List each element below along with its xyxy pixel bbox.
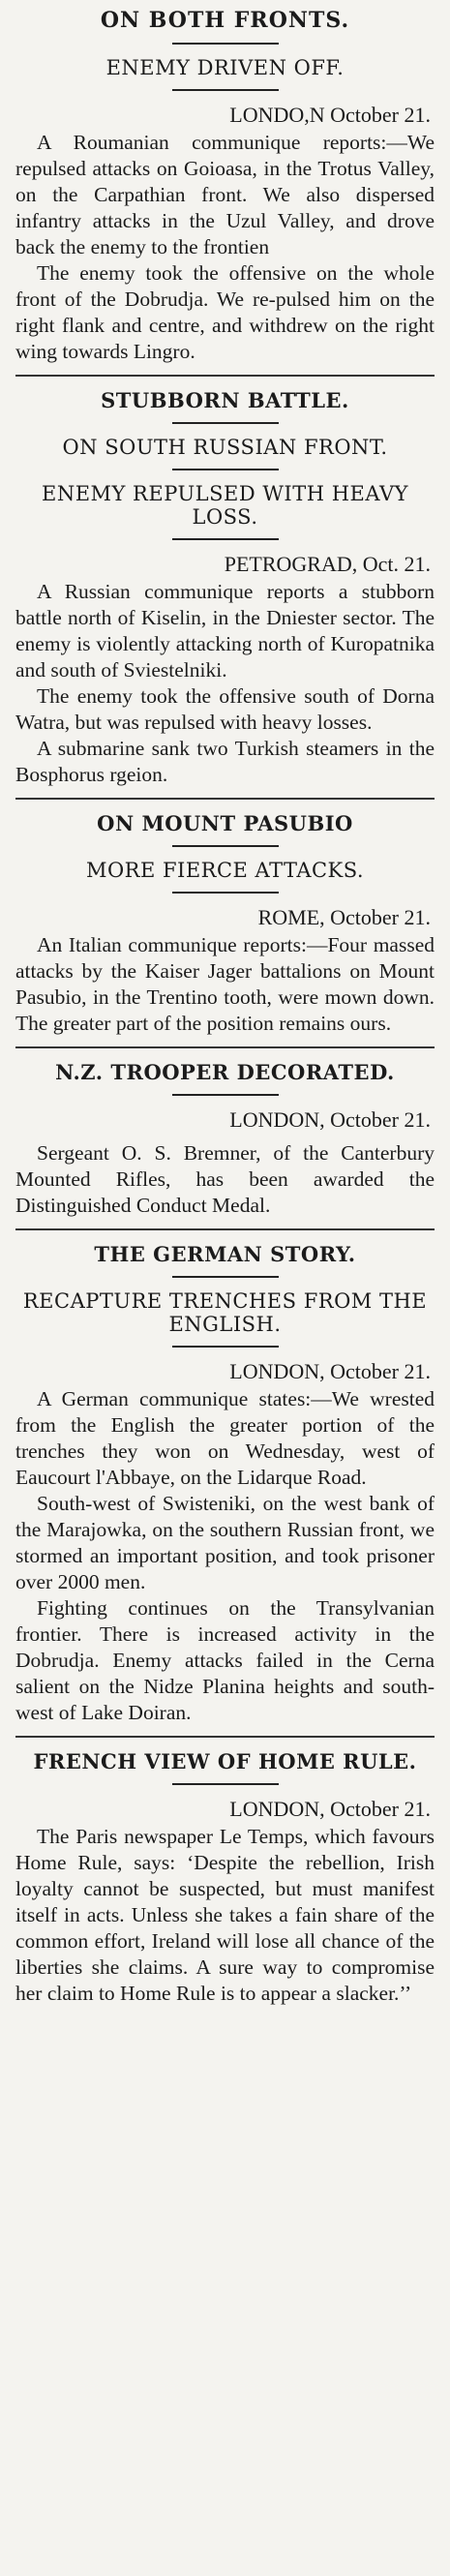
dateline: LONDON, October 21. xyxy=(229,1359,431,1383)
dateline: LONDON, October 21. xyxy=(229,1107,431,1132)
paragraph: The Paris newspaper Le Temps, which favours Home Rule, says: ‘Despite the rebellion, Irish loyalty cannot be suspected, but must manifest itself in acts. Unless she takes a fain share of the common effort, Ireland will lose all chance of the liberties she claims. A sure way to compromise her claim to Home Rule is to appear a slacker.’’ xyxy=(15,1825,435,2005)
headline: ON MOUNT PASUBIO xyxy=(97,811,353,835)
headline: THE GERMAN STORY. xyxy=(94,1242,356,1266)
dateline: LONDON, October 21. xyxy=(229,1797,431,1821)
section-divider xyxy=(15,798,435,800)
subheadline: MORE FIERCE ATTACKS. xyxy=(85,859,365,882)
divider xyxy=(172,422,279,424)
divider xyxy=(172,892,279,894)
headline: N.Z. TROOPER DECORATED. xyxy=(55,1060,395,1084)
article-german-story xyxy=(15,1242,435,1726)
paragraph: Sergeant O. S. Bremner, of the Canterbury Mounted Rifles, has been awarded the Distinguished Conduct Medal. xyxy=(15,1141,435,1217)
dateline: PETROGRAD, Oct. 21. xyxy=(224,552,431,576)
paragraph: An Italian communique reports:—Four massed attacks by the Kaiser Jager battalions on Mount Pasubio, in the Trentino tooth, were mown down. The greater part of the position remains ours. xyxy=(15,933,435,1035)
paragraph: The enemy took the offensive south of Dorna Watra, but was repulsed with heavy losses. xyxy=(15,684,435,734)
section-divider xyxy=(15,1736,435,1738)
subheadline: RECAPTURE TRENCHES FROM THE ENGLISH. xyxy=(22,1289,428,1336)
subheadline: ENEMY DRIVEN OFF. xyxy=(105,56,345,79)
dateline: LONDO,N October 21. xyxy=(229,103,431,127)
paragraph: A Russian communique reports a stubborn battle north of Kiselin, in the Dniester sector. The enemy is violently attacking north of Kuropatnika and south of Sviestelniki. xyxy=(15,580,435,682)
article-nz-trooper xyxy=(15,1060,435,1219)
divider xyxy=(172,845,279,847)
paragraph: A Roumanian communique reports:—We repulsed attacks on Goioasa, in the Trotus Valley, on the Carpathian front. We also dispersed infantry attacks in the Uzul Valley, and drove back the enemy to the frontien xyxy=(15,131,435,258)
subheadline: ON SOUTH RUSSIAN FRONT. xyxy=(62,436,388,459)
paragraph: A German communique states:—We wrested from the English the greater portion of the trenches they won on Wednesday, west of Eaucourt l'Abbaye, on the Lidarque Road. xyxy=(15,1387,435,1489)
article-home-rule xyxy=(15,1749,435,2007)
headline: STUBBORN BATTLE. xyxy=(101,388,349,412)
paragraph: South-west of Swisteniki, on the west bank of the Marajowka, on the southern Russian front, we stormed an important position, and took prisoner over 2000 men. xyxy=(15,1492,435,1593)
divider xyxy=(172,43,279,45)
article-stubborn-battle xyxy=(15,388,435,788)
headline: FRENCH VIEW OF HOME RULE. xyxy=(33,1749,417,1773)
divider xyxy=(172,1276,279,1278)
divider xyxy=(172,1783,279,1785)
paragraph: A submarine sank two Turkish steamers in the Bosphorus rgeion. xyxy=(15,737,435,786)
dateline: ROME, October 21. xyxy=(257,905,431,929)
paragraph: The enemy took the offensive on the whole front of the Dobrudja. We re-pulsed him on the right flank and centre, and withdrew on the right wing towards Lingro. xyxy=(15,261,435,363)
section-divider xyxy=(15,1046,435,1048)
subheadline: ENEMY REPULSED WITH HEAVY LOSS. xyxy=(41,482,408,529)
section-divider xyxy=(15,1228,435,1230)
article-both-fronts xyxy=(15,8,435,365)
section-divider xyxy=(15,375,435,377)
paragraph: Fighting continues on the Transylvanian frontier. There is increased activity in the Dobrudja. Enemy attacks failed in the Cerna salient on the Nidze Planina heights and south-west of Lake Doiran. xyxy=(15,1596,435,1724)
divider xyxy=(172,469,279,470)
divider xyxy=(172,1346,279,1348)
article-mount-pasubio xyxy=(15,811,435,1037)
divider xyxy=(172,538,279,540)
headline: ON BOTH FRONTS. xyxy=(100,8,350,33)
divider xyxy=(172,89,279,91)
divider xyxy=(172,1094,279,1096)
